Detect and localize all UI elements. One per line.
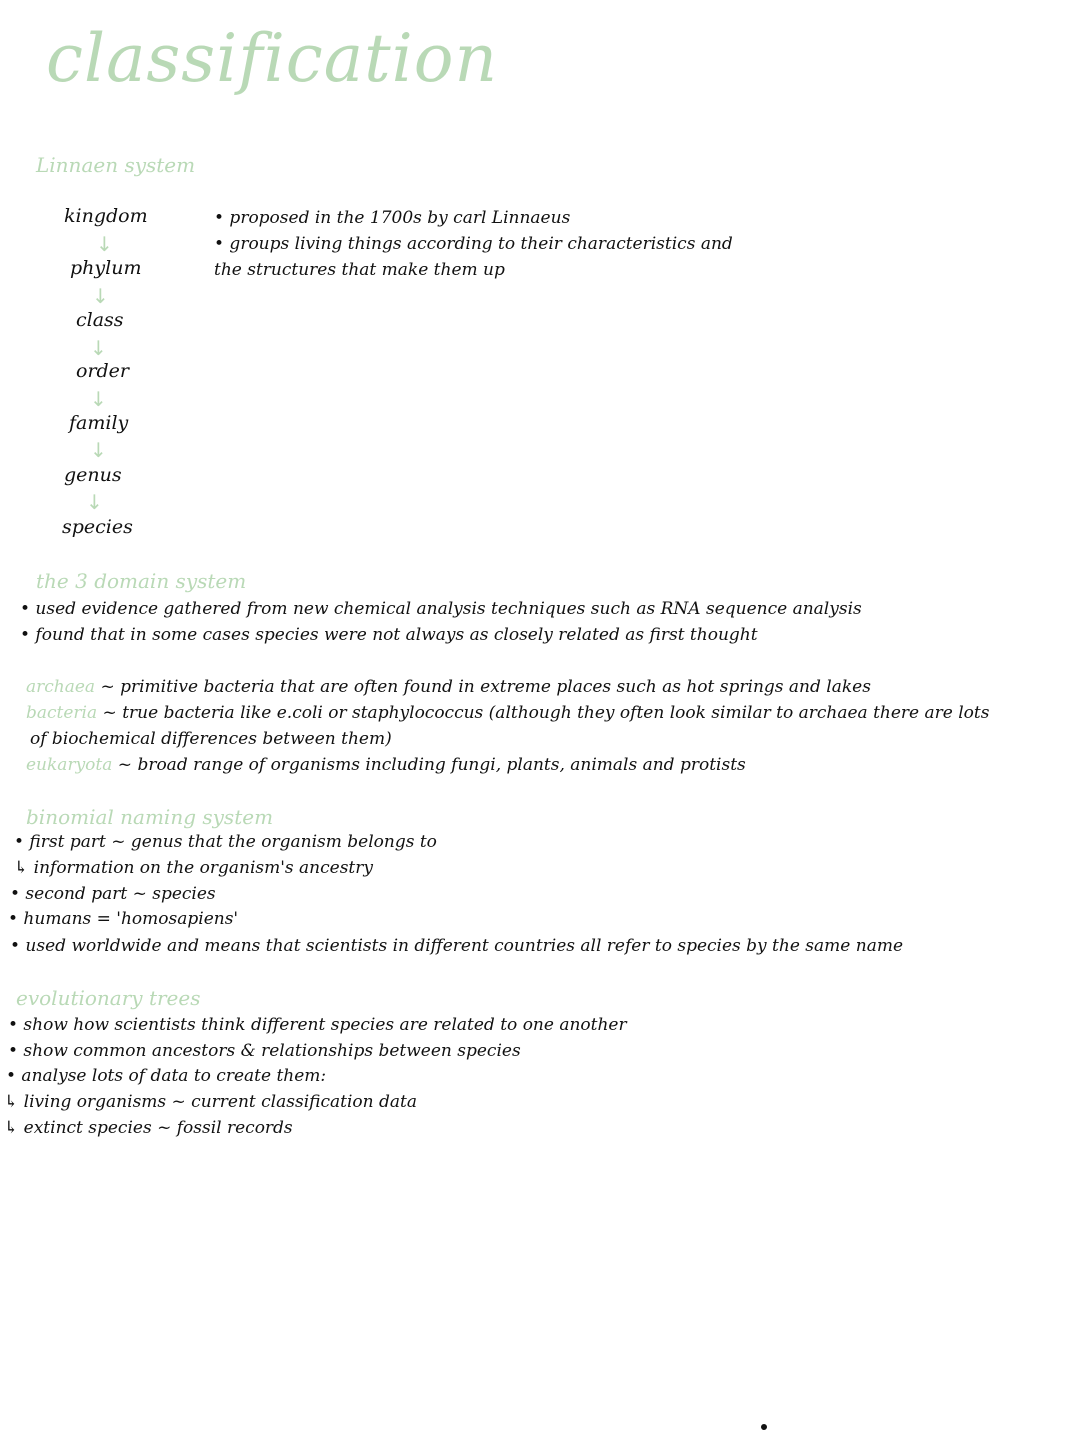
evolutionary-line: • show how scientists think different species are related to one another — [8, 1015, 627, 1035]
bacteria-label: bacteria — [26, 703, 98, 723]
linnaean-heading: Linnaen system — [36, 153, 196, 177]
binomial-line: ↳ information on the organism's ancestry — [14, 858, 373, 878]
three-domain-heading: the 3 domain system — [36, 569, 247, 593]
rank-phylum: phylum — [70, 257, 142, 279]
linnaean-note: the structures that make them up — [214, 260, 505, 280]
evolutionary-line: ↳ extinct species ~ fossil records — [4, 1118, 293, 1138]
binomial-heading: binomial naming system — [26, 805, 274, 829]
rank-class: class — [76, 309, 124, 331]
down-arrow-icon: ↓ — [92, 284, 109, 308]
archaea-line — [26, 677, 871, 697]
stray-dot — [761, 1424, 767, 1430]
evolutionary-line: • analyse lots of data to create them: — [6, 1066, 327, 1086]
eukaryota-line — [26, 755, 746, 775]
bacteria-text: ~ true bacteria like e.coli or staphylococcus (although they often look similar to archaea there are lots — [97, 703, 990, 723]
linnaean-note: • proposed in the 1700s by carl Linnaeus — [214, 208, 571, 228]
evolutionary-line: ↳ living organisms ~ current classification data — [4, 1092, 417, 1112]
rank-genus: genus — [64, 464, 122, 486]
binomial-line: • second part ~ species — [10, 884, 216, 904]
page-title: classification — [46, 20, 498, 97]
down-arrow-icon: ↓ — [86, 490, 103, 514]
three-domain-bullet: • found that in some cases species were not always as closely related as first thought — [20, 625, 758, 645]
down-arrow-icon: ↓ — [90, 336, 107, 360]
binomial-line: • first part ~ genus that the organism belongs to — [14, 832, 437, 852]
rank-order: order — [76, 360, 130, 382]
down-arrow-icon: ↓ — [96, 232, 113, 256]
eukaryota-label: eukaryota — [26, 755, 113, 775]
binomial-line: • humans = 'homosapiens' — [8, 909, 239, 929]
three-domain-bullet: • used evidence gathered from new chemical analysis techniques such as RNA sequence analysis — [20, 599, 862, 619]
eukaryota-text: ~ broad range of organisms including fungi, plants, animals and protists — [112, 755, 746, 775]
evolutionary-heading: evolutionary trees — [16, 986, 201, 1010]
down-arrow-icon: ↓ — [90, 387, 107, 411]
evolutionary-line: • show common ancestors & relationships between species — [8, 1041, 521, 1061]
bacteria-line — [26, 703, 989, 723]
binomial-line: • used worldwide and means that scientists in different countries all refer to species by the same name — [10, 936, 904, 956]
rank-kingdom: kingdom — [64, 205, 148, 227]
bacteria-continuation: of biochemical differences between them) — [30, 729, 392, 749]
archaea-text: ~ primitive bacteria that are often found in extreme places such as hot springs and lakes — [95, 677, 871, 697]
rank-family: family — [69, 412, 129, 434]
rank-species: species — [62, 516, 133, 538]
down-arrow-icon: ↓ — [90, 438, 107, 462]
linnaean-note: • groups living things according to their characteristics and — [214, 234, 733, 254]
archaea-label: archaea — [26, 677, 96, 697]
